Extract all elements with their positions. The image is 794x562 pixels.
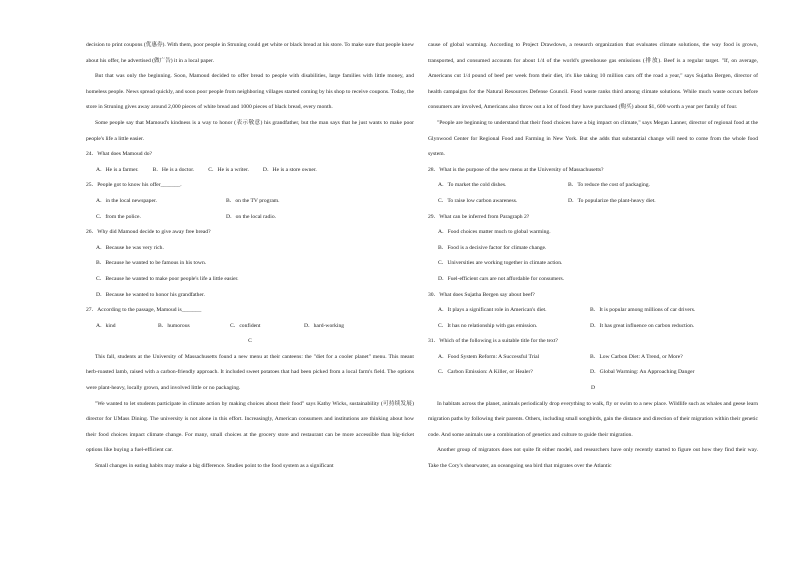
question-27: 27．According to the passage, Mamoud is_______ xyxy=(86,307,202,314)
passage-b-paragraph: Some people say that Mamoud's kindness is a way to honor (表示敬意) his grandfather, but the man says that he just wants to make poor people's life a little easier. xyxy=(86,119,414,142)
option-c[interactable]: C．Universities are working together in climate action. xyxy=(438,260,563,267)
question-25-options-row2 xyxy=(86,210,414,226)
option-d[interactable]: D．Because he wanted to honor his grandfather. xyxy=(96,291,205,298)
passage-c-paragraph: This fall, students at the University of Massachusetts found a new menu at their canteens: the "diet for a cooler planet" menu. This meant herb-roasted lamb, raised with a carbon-friendly approach. It included sweet potatoes that had been picked from a local farm's field. The options were plant-heavy, locally grown, and involved little or no packaging. xyxy=(86,353,414,392)
question-30: 30．What does Sujatha Bergen say about beef? xyxy=(428,291,535,298)
question-28-options-row2 xyxy=(428,194,758,210)
question-25: 25．People got to know his offer_______. xyxy=(86,182,182,189)
question-30-options-row1 xyxy=(428,303,758,319)
option-b[interactable]: B．Low Carbon Diet: A Trend, or More? xyxy=(590,353,683,360)
question-24-options xyxy=(86,163,414,179)
passage-c-paragraph: "People are beginning to understand that their food choices have a big impact on climate," says Megan Lanner, director of regional food at the Glynwood Center for Regional Food and Farming in New York. But she adds that substantial change will need to come from the whole food system. xyxy=(428,119,758,158)
question-31-options-row2 xyxy=(428,365,758,381)
option-b[interactable]: B．To reduce the cost of packaging. xyxy=(568,182,650,189)
right-column xyxy=(428,38,758,475)
passage-d-paragraph: Another group of migrators does not quite fit either model, and researchers have only recently started to figure out how they find their way. Take the Cory's shearwater, an oceangoing sea bird that migrates over the Atlantic xyxy=(428,447,758,470)
option-d[interactable]: D．To popularize the plant-heavy diet. xyxy=(568,197,656,204)
option-a[interactable]: A．Food choices matter much to global warming. xyxy=(438,229,551,236)
question-28: 28．What is the purpose of the new menu at the University of Massachusetts? xyxy=(428,166,604,173)
option-a[interactable]: A．It plays a significant role in American's diet. xyxy=(438,307,547,314)
option-d[interactable]: D．on the local radio. xyxy=(226,213,277,220)
option-b[interactable]: B．He is a doctor. xyxy=(152,166,195,173)
option-c[interactable]: C．from the police. xyxy=(96,213,141,220)
option-d[interactable]: D．It has great influence on carbon reduction. xyxy=(590,322,695,329)
left-column xyxy=(86,38,414,475)
option-b[interactable]: B．humorous xyxy=(158,322,190,329)
option-a[interactable]: A．Because he was very rich. xyxy=(96,244,164,251)
question-27-options xyxy=(86,319,414,335)
question-31: 31．Which of the following is a suitable title for the text? xyxy=(428,338,558,345)
option-b[interactable]: B．Because he wanted to be famous in his town. xyxy=(96,260,207,267)
question-26: 26．Why did Mamoud decide to give away free bread? xyxy=(86,229,211,236)
option-c[interactable]: C．It has no relationship with gas emission. xyxy=(438,322,538,329)
option-c[interactable]: C．He is a writer. xyxy=(208,166,249,173)
option-a[interactable]: A．kind xyxy=(96,322,116,329)
passage-c-paragraph: "We wanted to let students participate in climate action by making choices about their food" says Kathy Wicks, sustainability (可持续发展) director for UMass Dining. The university is not alone in this effort. Increasingly, American consumers and institutions are thinking about how their food choices impact climate change. For many, small choices at the grocery store and restaurant can be more accessible than big-ticket options like buying a fuel-efficient car. xyxy=(86,400,414,454)
question-31-options-row1 xyxy=(428,350,758,366)
option-b[interactable]: B．It is popular among millions of car drivers. xyxy=(590,307,696,314)
question-30-options-row2 xyxy=(428,319,758,335)
option-c[interactable]: C．To raise low carbon awareness. xyxy=(438,197,518,204)
passage-d-paragraph: In habitats across the planet, animals periodically drop everything to walk, fly or swim to a new place. Wildlife such as whales and geese learn migration paths by following their parents. Others, including small songbirds, gain the distance and direction of their migration within their genetic code. And some animals use a combination of genetics and culture to guide their migration. xyxy=(428,400,758,438)
option-a[interactable]: A．To market the cold dishes. xyxy=(438,182,507,189)
option-b[interactable]: B．on the TV program. xyxy=(226,197,280,204)
section-c-heading: C xyxy=(248,338,252,345)
option-b[interactable]: B．Food is a decisive factor for climate change. xyxy=(438,244,547,251)
option-d[interactable]: D．hard-working xyxy=(304,322,345,329)
section-d-heading: D xyxy=(590,385,596,392)
option-a[interactable]: A．He is a farmer. xyxy=(96,166,139,173)
option-a[interactable]: A．in the local newspaper. xyxy=(96,197,157,204)
option-c[interactable]: C．Because he wanted to make poor people's life a little easier. xyxy=(96,275,239,282)
option-d[interactable]: D．Global Warming: An Approaching Danger xyxy=(590,369,695,376)
question-24: 24．What does Mamoud do? xyxy=(86,151,153,158)
passage-c-paragraph: Small changes in eating habits may make a big difference. Studies point to the food system as a significant xyxy=(94,463,334,470)
passage-b-paragraph: But that was only the beginning. Soon, Mamoud decided to offer bread to people with disabilities, large families with little money, and homeless people. News spread quickly, and soon poor people from neighboring villages started coming by his shop to receive coupons. Today, the store in Struning gives away around 2,000 pieces of white bread and 1000 pieces of black bread, every month. xyxy=(86,73,414,111)
passage-c-paragraph: cause of global warming. According to Project Drawdown, a research organization that evaluates climate solutions, the way food is grown, transported, and consumed accounts for about 1/4 of the world's greenhouse gas emissions (排放). Beef is a regular target. "If, on average, Americans cut 1/4 pound of beef per week from their diet, it's like taking 10 million cars off the road a year," says Sujatha Bergen, director of health campaigns for the Natural Resources Defense Council. Food waste ranks third among climate solutions. While much waste occurs before consumers are involved, Americans also throw out a lot of food they have purchased (购买) about $1, 600 worth a year per family of four. xyxy=(428,42,758,111)
option-c[interactable]: C．Carbon Emission: A Killer, or Healer? xyxy=(438,369,533,376)
option-d[interactable]: D．He is a store owner. xyxy=(262,166,317,173)
question-29: 29．What can be inferred from Paragraph 2? xyxy=(428,213,530,220)
option-d[interactable]: D．Fuel-efficient cars are not affordable for consumers. xyxy=(438,275,565,282)
passage-b-paragraph: decision to print coupons (优惠券). With them, poor people in Struning could get white or black bread at his store. To make sure that people knew about his offer, he advertised (做广告) it in a local paper. xyxy=(86,42,414,64)
question-25-options-row1 xyxy=(86,194,414,210)
option-c[interactable]: C．confident xyxy=(230,322,261,329)
question-28-options-row1 xyxy=(428,178,758,194)
option-a[interactable]: A．Food System Reform: A Successful Trial xyxy=(438,353,540,360)
